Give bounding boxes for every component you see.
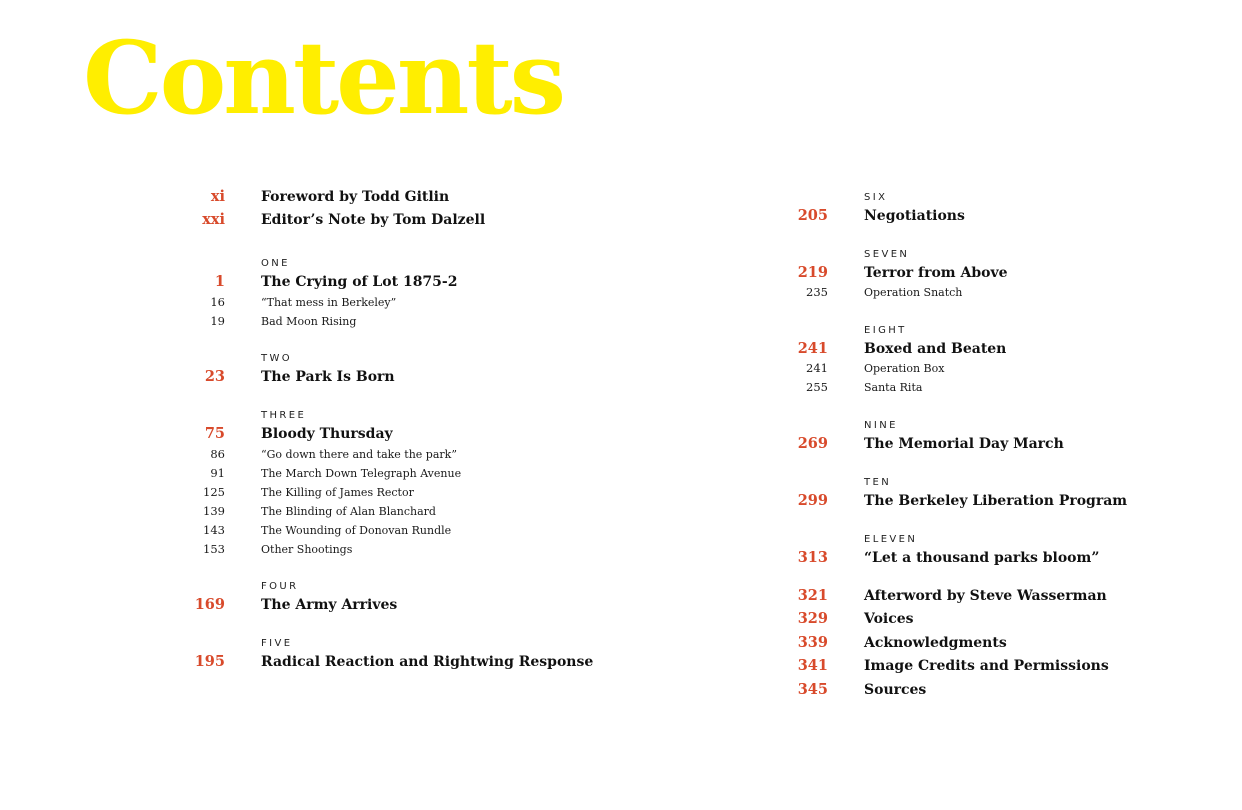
chapter-page-number: 299 bbox=[797, 492, 828, 509]
chapter-title[interactable]: The Park Is Born bbox=[261, 369, 395, 385]
back-matter-page-number: 339 bbox=[797, 634, 828, 651]
section-title[interactable]: The March Down Telegraph Avenue bbox=[261, 467, 462, 480]
chapter-title[interactable]: Bloody Thursday bbox=[261, 426, 393, 442]
front-matter-page-number: xxi bbox=[202, 211, 225, 228]
chapter-page-number: 269 bbox=[797, 435, 828, 452]
section-page-number: 139 bbox=[203, 504, 225, 518]
chapter-label: NINE bbox=[864, 420, 898, 431]
section-page-number: 235 bbox=[806, 285, 828, 299]
page-title: Contents bbox=[83, 19, 564, 137]
chapter-label: TWO bbox=[261, 353, 293, 364]
chapter-label: TEN bbox=[864, 477, 892, 488]
chapter-page-number: 313 bbox=[797, 549, 828, 566]
section-title[interactable]: Other Shootings bbox=[261, 543, 353, 556]
front-matter-entry[interactable]: Editor’s Note by Tom Dalzell bbox=[261, 212, 486, 228]
section-title[interactable]: “Go down there and take the park” bbox=[261, 448, 457, 461]
chapter-page-number: 195 bbox=[194, 653, 225, 670]
chapter-label: SIX bbox=[864, 192, 888, 203]
section-page-number: 19 bbox=[210, 314, 225, 328]
chapter-title[interactable]: The Crying of Lot 1875-2 bbox=[261, 274, 458, 290]
section-page-number: 16 bbox=[210, 295, 225, 309]
chapter-title[interactable]: Radical Reaction and Rightwing Response bbox=[261, 654, 594, 670]
chapter-label: THREE bbox=[261, 410, 307, 421]
chapter-title[interactable]: The Memorial Day March bbox=[864, 436, 1064, 452]
section-page-number: 255 bbox=[806, 380, 828, 394]
back-matter-entry[interactable]: Voices bbox=[864, 611, 914, 627]
chapter-page-number: 219 bbox=[797, 264, 828, 281]
section-page-number: 143 bbox=[203, 523, 225, 537]
chapter-label: EIGHT bbox=[864, 325, 907, 336]
chapter-page-number: 23 bbox=[204, 368, 225, 385]
chapter-page-number: 169 bbox=[194, 596, 225, 613]
chapter-label: SEVEN bbox=[864, 249, 910, 260]
section-page-number: 125 bbox=[203, 485, 225, 499]
section-title[interactable]: The Blinding of Alan Blanchard bbox=[261, 505, 436, 518]
chapter-title[interactable]: The Berkeley Liberation Program bbox=[864, 493, 1128, 509]
section-page-number: 241 bbox=[806, 361, 828, 375]
section-title[interactable]: Operation Snatch bbox=[864, 286, 963, 299]
chapter-label: FIVE bbox=[261, 638, 293, 649]
chapter-title[interactable]: Negotiations bbox=[864, 208, 965, 224]
front-matter-entry[interactable]: Foreword by Todd Gitlin bbox=[261, 189, 450, 205]
chapter-page-number: 75 bbox=[204, 425, 225, 442]
back-matter-entry[interactable]: Acknowledgments bbox=[864, 635, 1007, 651]
back-matter-entry[interactable]: Sources bbox=[864, 682, 927, 698]
chapter-page-number: 205 bbox=[797, 207, 828, 224]
chapter-label: ONE bbox=[261, 258, 290, 269]
section-page-number: 153 bbox=[203, 542, 225, 556]
section-title[interactable]: The Killing of James Rector bbox=[261, 486, 414, 499]
back-matter-page-number: 341 bbox=[797, 657, 828, 674]
chapter-title[interactable]: Boxed and Beaten bbox=[864, 341, 1007, 357]
section-title[interactable]: The Wounding of Donovan Rundle bbox=[261, 524, 452, 537]
chapter-title[interactable]: The Army Arrives bbox=[261, 597, 398, 613]
back-matter-page-number: 345 bbox=[797, 681, 828, 698]
back-matter-page-number: 329 bbox=[797, 610, 828, 627]
chapter-page-number: 241 bbox=[797, 340, 828, 357]
section-title[interactable]: Santa Rita bbox=[864, 381, 923, 394]
section-page-number: 86 bbox=[210, 447, 225, 461]
chapter-label: FOUR bbox=[261, 581, 299, 592]
chapter-label: ELEVEN bbox=[864, 534, 918, 545]
section-page-number: 91 bbox=[210, 466, 225, 480]
back-matter-entry[interactable]: Image Credits and Permissions bbox=[864, 658, 1109, 674]
back-matter-entry[interactable]: Afterword by Steve Wasserman bbox=[864, 588, 1107, 604]
chapter-title[interactable]: Terror from Above bbox=[864, 265, 1008, 281]
front-matter-page-number: xi bbox=[210, 188, 225, 205]
section-title[interactable]: Operation Box bbox=[864, 362, 945, 375]
chapter-page-number: 1 bbox=[214, 273, 225, 290]
section-title[interactable]: “That mess in Berkeley” bbox=[261, 296, 397, 309]
section-title[interactable]: Bad Moon Rising bbox=[261, 315, 357, 328]
chapter-title[interactable]: “Let a thousand parks bloom” bbox=[864, 550, 1100, 566]
back-matter-page-number: 321 bbox=[797, 587, 828, 604]
